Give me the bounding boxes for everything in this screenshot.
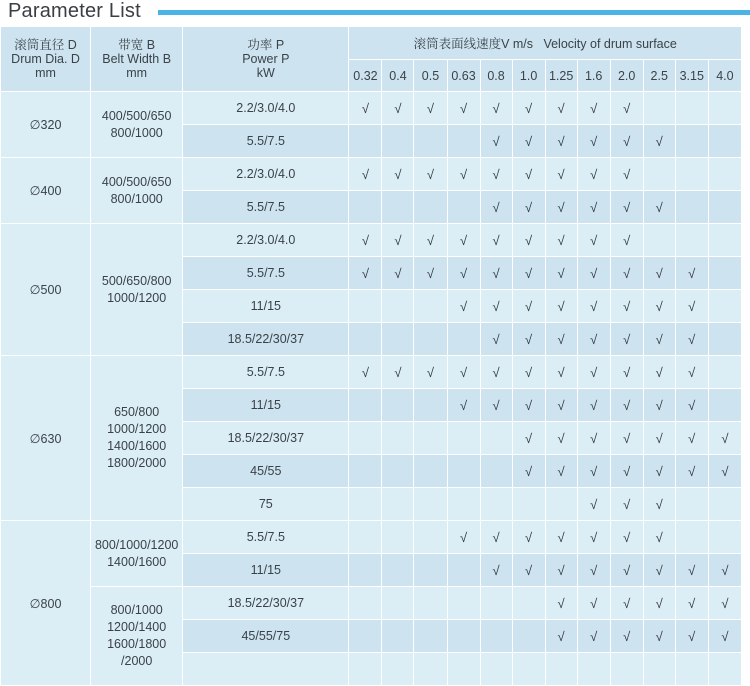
check-mark-cell: √ (545, 554, 577, 587)
empty-cell (447, 422, 480, 455)
table-row (1, 224, 742, 257)
belt-width-line: 800/1000 (110, 125, 163, 140)
header-drum-en: Drum Dia. D (11, 52, 80, 66)
check-mark-cell: √ (643, 620, 675, 653)
empty-cell (447, 653, 480, 686)
check-mark-cell: √ (545, 290, 577, 323)
check-mark-cell: √ (577, 422, 610, 455)
check-mark-cell: √ (382, 158, 414, 191)
power-cell: 45/55/75 (183, 620, 349, 653)
check-mark-cell: √ (643, 356, 675, 389)
belt-width-line: /2000 (121, 654, 153, 668)
empty-cell (447, 191, 480, 224)
empty-cell (675, 488, 708, 521)
check-mark-cell: √ (643, 587, 675, 620)
empty-cell (708, 323, 741, 356)
drum-diameter-cell: ∅400 (1, 158, 91, 224)
check-mark-cell: √ (447, 389, 480, 422)
belt-width-cell (91, 521, 183, 587)
check-mark-cell: √ (577, 620, 610, 653)
check-mark-cell: √ (512, 224, 545, 257)
table-body (1, 92, 742, 686)
empty-cell (382, 521, 414, 554)
power-cell: 18.5/22/30/37 (183, 422, 349, 455)
speed-header-cell: 0.63 (447, 60, 480, 92)
power-cell: 11/15 (183, 290, 349, 323)
check-mark-cell: √ (512, 521, 545, 554)
empty-cell (349, 455, 382, 488)
check-mark-cell: √ (545, 620, 577, 653)
power-cell: 5.5/7.5 (183, 257, 349, 290)
check-mark-cell: √ (545, 323, 577, 356)
check-mark-cell: √ (447, 521, 480, 554)
empty-cell (512, 488, 545, 521)
check-mark-cell: √ (643, 488, 675, 521)
check-mark-cell: √ (577, 356, 610, 389)
empty-cell (480, 653, 512, 686)
page-title: Parameter List (8, 0, 141, 22)
empty-cell (708, 290, 741, 323)
header-belt-cn: 带宽 B (118, 38, 156, 52)
power-cell: 45/55 (183, 455, 349, 488)
belt-width-cell (91, 92, 183, 158)
belt-width-line: 650/800 (114, 405, 160, 419)
header-belt-unit: mm (126, 66, 148, 80)
check-mark-cell: √ (610, 389, 643, 422)
check-mark-cell: √ (708, 587, 741, 620)
drum-diameter-cell: ∅630 (1, 356, 91, 521)
speed-header-cell: 1.25 (545, 60, 577, 92)
check-mark-cell: √ (577, 158, 610, 191)
check-mark-cell: √ (643, 554, 675, 587)
header-belt-width (91, 27, 183, 92)
check-mark-cell: √ (545, 521, 577, 554)
check-mark-cell: √ (610, 158, 643, 191)
table-row (1, 356, 742, 389)
check-mark-cell: √ (708, 620, 741, 653)
empty-cell (382, 653, 414, 686)
power-cell: 11/15 (183, 389, 349, 422)
check-mark-cell: √ (675, 422, 708, 455)
check-mark-cell: √ (512, 191, 545, 224)
power-cell: 18.5/22/30/37 (183, 323, 349, 356)
empty-cell (382, 620, 414, 653)
empty-cell (382, 455, 414, 488)
check-mark-cell: √ (447, 257, 480, 290)
check-mark-cell: √ (675, 290, 708, 323)
empty-cell (675, 158, 708, 191)
check-mark-cell: √ (610, 554, 643, 587)
check-mark-cell: √ (512, 323, 545, 356)
empty-cell (643, 92, 675, 125)
empty-cell (708, 92, 741, 125)
check-mark-cell: √ (480, 323, 512, 356)
empty-cell (349, 290, 382, 323)
empty-cell (349, 389, 382, 422)
check-mark-cell: √ (512, 92, 545, 125)
empty-cell (349, 422, 382, 455)
check-mark-cell: √ (643, 323, 675, 356)
check-mark-cell: √ (643, 257, 675, 290)
check-mark-cell: √ (610, 620, 643, 653)
check-mark-cell: √ (675, 323, 708, 356)
power-cell: 75 (183, 488, 349, 521)
empty-cell (643, 653, 675, 686)
empty-cell (447, 455, 480, 488)
empty-cell (675, 224, 708, 257)
empty-cell (708, 653, 741, 686)
check-mark-cell: √ (577, 455, 610, 488)
check-mark-cell: √ (708, 554, 741, 587)
header-drum-cn: 滚筒直径 D (14, 38, 77, 52)
empty-cell (382, 422, 414, 455)
speed-header-cell: 1.0 (512, 60, 545, 92)
belt-width-cell (91, 224, 183, 356)
check-mark-cell: √ (349, 158, 382, 191)
check-mark-cell: √ (577, 290, 610, 323)
check-mark-cell: √ (643, 455, 675, 488)
check-mark-cell: √ (610, 224, 643, 257)
empty-cell (447, 554, 480, 587)
empty-cell (414, 521, 447, 554)
empty-cell (480, 587, 512, 620)
empty-cell (480, 620, 512, 653)
belt-width-cell (91, 587, 183, 686)
check-mark-cell: √ (675, 257, 708, 290)
belt-width-line: 400/500/650 (101, 174, 172, 189)
empty-cell (414, 653, 447, 686)
parameter-table (0, 26, 742, 686)
check-mark-cell: √ (447, 356, 480, 389)
check-mark-cell: √ (675, 587, 708, 620)
check-mark-cell: √ (610, 422, 643, 455)
check-mark-cell: √ (610, 455, 643, 488)
check-mark-cell: √ (577, 257, 610, 290)
belt-width-line: 1200/1400 (107, 620, 167, 634)
check-mark-cell: √ (512, 455, 545, 488)
header-drum-diameter (1, 27, 91, 92)
belt-width-line: 400/500/650 (101, 108, 172, 123)
check-mark-cell: √ (382, 356, 414, 389)
check-mark-cell: √ (349, 356, 382, 389)
speed-header-cell: 1.6 (577, 60, 610, 92)
belt-width-line: 1400/1600 (107, 554, 167, 569)
check-mark-cell: √ (643, 290, 675, 323)
belt-width-line: 1000/1200 (107, 422, 167, 436)
power-cell (183, 653, 349, 686)
empty-cell (414, 125, 447, 158)
check-mark-cell: √ (480, 554, 512, 587)
check-mark-cell: √ (545, 191, 577, 224)
check-mark-cell: √ (512, 356, 545, 389)
check-mark-cell: √ (610, 257, 643, 290)
check-mark-cell: √ (480, 290, 512, 323)
empty-cell (382, 554, 414, 587)
check-mark-cell: √ (414, 257, 447, 290)
empty-cell (643, 158, 675, 191)
empty-cell (414, 323, 447, 356)
empty-cell (414, 389, 447, 422)
empty-cell (708, 521, 741, 554)
check-mark-cell: √ (480, 158, 512, 191)
empty-cell (447, 323, 480, 356)
check-mark-cell: √ (577, 521, 610, 554)
header-power (183, 27, 349, 92)
check-mark-cell: √ (382, 224, 414, 257)
check-mark-cell: √ (480, 521, 512, 554)
check-mark-cell: √ (675, 554, 708, 587)
check-mark-cell: √ (708, 455, 741, 488)
belt-width-line: 800/1000/1200 (94, 537, 179, 552)
check-mark-cell: √ (480, 257, 512, 290)
check-mark-cell: √ (480, 356, 512, 389)
speed-header-cell: 3.15 (675, 60, 708, 92)
check-mark-cell: √ (643, 125, 675, 158)
drum-diameter-cell: ∅320 (1, 92, 91, 158)
check-mark-cell: √ (610, 488, 643, 521)
speed-header-cell: 0.8 (480, 60, 512, 92)
empty-cell (414, 554, 447, 587)
power-cell: 2.2/3.0/4.0 (183, 224, 349, 257)
check-mark-cell: √ (610, 92, 643, 125)
empty-cell (708, 224, 741, 257)
check-mark-cell: √ (545, 356, 577, 389)
empty-cell (349, 620, 382, 653)
empty-cell (675, 92, 708, 125)
speed-header-cell: 4.0 (708, 60, 741, 92)
check-mark-cell: √ (447, 158, 480, 191)
empty-cell (382, 587, 414, 620)
empty-cell (382, 125, 414, 158)
empty-cell (414, 422, 447, 455)
empty-cell (382, 488, 414, 521)
check-mark-cell: √ (480, 92, 512, 125)
table-row (1, 92, 742, 125)
empty-cell (708, 158, 741, 191)
header-speed-title: 滚筒表面线速度V m/s Velocity of drum surface (349, 27, 742, 60)
power-cell: 18.5/22/30/37 (183, 587, 349, 620)
check-mark-cell: √ (512, 125, 545, 158)
empty-cell (512, 653, 545, 686)
empty-cell (382, 389, 414, 422)
check-mark-cell: √ (577, 587, 610, 620)
check-mark-cell: √ (349, 257, 382, 290)
check-mark-cell: √ (610, 356, 643, 389)
empty-cell (545, 488, 577, 521)
empty-cell (480, 488, 512, 521)
check-mark-cell: √ (577, 554, 610, 587)
drum-diameter-cell: ∅800 (1, 521, 91, 686)
check-mark-cell: √ (545, 224, 577, 257)
empty-cell (708, 488, 741, 521)
empty-cell (675, 125, 708, 158)
check-mark-cell: √ (512, 290, 545, 323)
title-accent-line (158, 10, 750, 15)
empty-cell (643, 224, 675, 257)
check-mark-cell: √ (577, 125, 610, 158)
empty-cell (414, 488, 447, 521)
power-cell: 5.5/7.5 (183, 125, 349, 158)
belt-width-cell (91, 356, 183, 521)
empty-cell (382, 191, 414, 224)
check-mark-cell: √ (512, 158, 545, 191)
check-mark-cell: √ (643, 422, 675, 455)
check-mark-cell: √ (610, 323, 643, 356)
header-power-unit: kW (256, 66, 275, 80)
speed-header-cell: 0.32 (349, 60, 382, 92)
empty-cell (512, 587, 545, 620)
power-cell: 2.2/3.0/4.0 (183, 92, 349, 125)
empty-cell (447, 587, 480, 620)
check-mark-cell: √ (414, 356, 447, 389)
empty-cell (414, 620, 447, 653)
empty-cell (349, 653, 382, 686)
empty-cell (414, 587, 447, 620)
check-mark-cell: √ (610, 191, 643, 224)
check-mark-cell: √ (545, 257, 577, 290)
empty-cell (447, 620, 480, 653)
check-mark-cell: √ (675, 389, 708, 422)
empty-cell (349, 587, 382, 620)
belt-width-line: 1400/1600 (107, 439, 167, 453)
empty-cell (610, 653, 643, 686)
check-mark-cell: √ (512, 554, 545, 587)
check-mark-cell: √ (545, 158, 577, 191)
empty-cell (349, 521, 382, 554)
check-mark-cell: √ (675, 356, 708, 389)
check-mark-cell: √ (512, 257, 545, 290)
empty-cell (349, 323, 382, 356)
check-mark-cell: √ (545, 587, 577, 620)
power-cell: 2.2/3.0/4.0 (183, 158, 349, 191)
empty-cell (349, 554, 382, 587)
empty-cell (577, 653, 610, 686)
speed-header-cell: 0.5 (414, 60, 447, 92)
check-mark-cell: √ (349, 224, 382, 257)
check-mark-cell: √ (545, 422, 577, 455)
check-mark-cell: √ (577, 92, 610, 125)
check-mark-cell: √ (577, 488, 610, 521)
check-mark-cell: √ (610, 125, 643, 158)
empty-cell (414, 455, 447, 488)
empty-cell (480, 422, 512, 455)
check-mark-cell: √ (675, 620, 708, 653)
empty-cell (382, 323, 414, 356)
header-power-cn: 功率 P (247, 38, 285, 52)
empty-cell (708, 389, 741, 422)
check-mark-cell: √ (545, 92, 577, 125)
check-mark-cell: √ (447, 92, 480, 125)
empty-cell (708, 125, 741, 158)
empty-cell (414, 191, 447, 224)
check-mark-cell: √ (447, 224, 480, 257)
empty-cell (349, 488, 382, 521)
empty-cell (480, 455, 512, 488)
check-mark-cell: √ (545, 455, 577, 488)
belt-width-line: 800/1000 (110, 603, 163, 617)
check-mark-cell: √ (708, 422, 741, 455)
empty-cell (545, 653, 577, 686)
belt-width-line: 1800/2000 (107, 456, 167, 470)
speed-header-cell: 2.5 (643, 60, 675, 92)
check-mark-cell: √ (382, 257, 414, 290)
empty-cell (675, 653, 708, 686)
empty-cell (382, 290, 414, 323)
belt-width-cell (91, 158, 183, 224)
check-mark-cell: √ (643, 521, 675, 554)
power-cell: 11/15 (183, 554, 349, 587)
power-cell: 5.5/7.5 (183, 191, 349, 224)
empty-cell (349, 191, 382, 224)
check-mark-cell: √ (512, 389, 545, 422)
check-mark-cell: √ (545, 125, 577, 158)
table-row (1, 521, 742, 554)
empty-cell (512, 620, 545, 653)
check-mark-cell: √ (349, 92, 382, 125)
check-mark-cell: √ (512, 422, 545, 455)
check-mark-cell: √ (577, 224, 610, 257)
header-drum-unit: mm (35, 66, 56, 80)
check-mark-cell: √ (610, 587, 643, 620)
empty-cell (708, 191, 741, 224)
check-mark-cell: √ (577, 191, 610, 224)
empty-cell (675, 191, 708, 224)
empty-cell (447, 488, 480, 521)
check-mark-cell: √ (643, 389, 675, 422)
check-mark-cell: √ (447, 290, 480, 323)
belt-width-line: 800/1000 (110, 191, 163, 206)
power-cell: 5.5/7.5 (183, 356, 349, 389)
belt-width-line: 1000/1200 (107, 290, 167, 305)
title-bar (0, 0, 750, 26)
check-mark-cell: √ (480, 389, 512, 422)
table-row (1, 158, 742, 191)
check-mark-cell: √ (414, 224, 447, 257)
check-mark-cell: √ (480, 191, 512, 224)
header-belt-en: Belt Width B (102, 52, 172, 66)
empty-cell (708, 356, 741, 389)
check-mark-cell: √ (675, 455, 708, 488)
check-mark-cell: √ (480, 125, 512, 158)
check-mark-cell: √ (643, 191, 675, 224)
check-mark-cell: √ (480, 224, 512, 257)
table-row (1, 587, 742, 620)
check-mark-cell: √ (610, 521, 643, 554)
empty-cell (447, 125, 480, 158)
belt-width-line: 1600/1800 (107, 637, 167, 651)
empty-cell (414, 290, 447, 323)
power-cell: 5.5/7.5 (183, 521, 349, 554)
empty-cell (708, 257, 741, 290)
check-mark-cell: √ (610, 290, 643, 323)
empty-cell (675, 521, 708, 554)
header-power-en: Power P (242, 52, 290, 66)
drum-diameter-cell: ∅500 (1, 224, 91, 356)
check-mark-cell: √ (414, 92, 447, 125)
speed-header-cell: 0.4 (382, 60, 414, 92)
check-mark-cell: √ (577, 323, 610, 356)
empty-cell (349, 125, 382, 158)
check-mark-cell: √ (382, 92, 414, 125)
check-mark-cell: √ (414, 158, 447, 191)
check-mark-cell: √ (545, 389, 577, 422)
speed-header-cell: 2.0 (610, 60, 643, 92)
check-mark-cell: √ (577, 389, 610, 422)
belt-width-line: 500/650/800 (101, 273, 172, 288)
